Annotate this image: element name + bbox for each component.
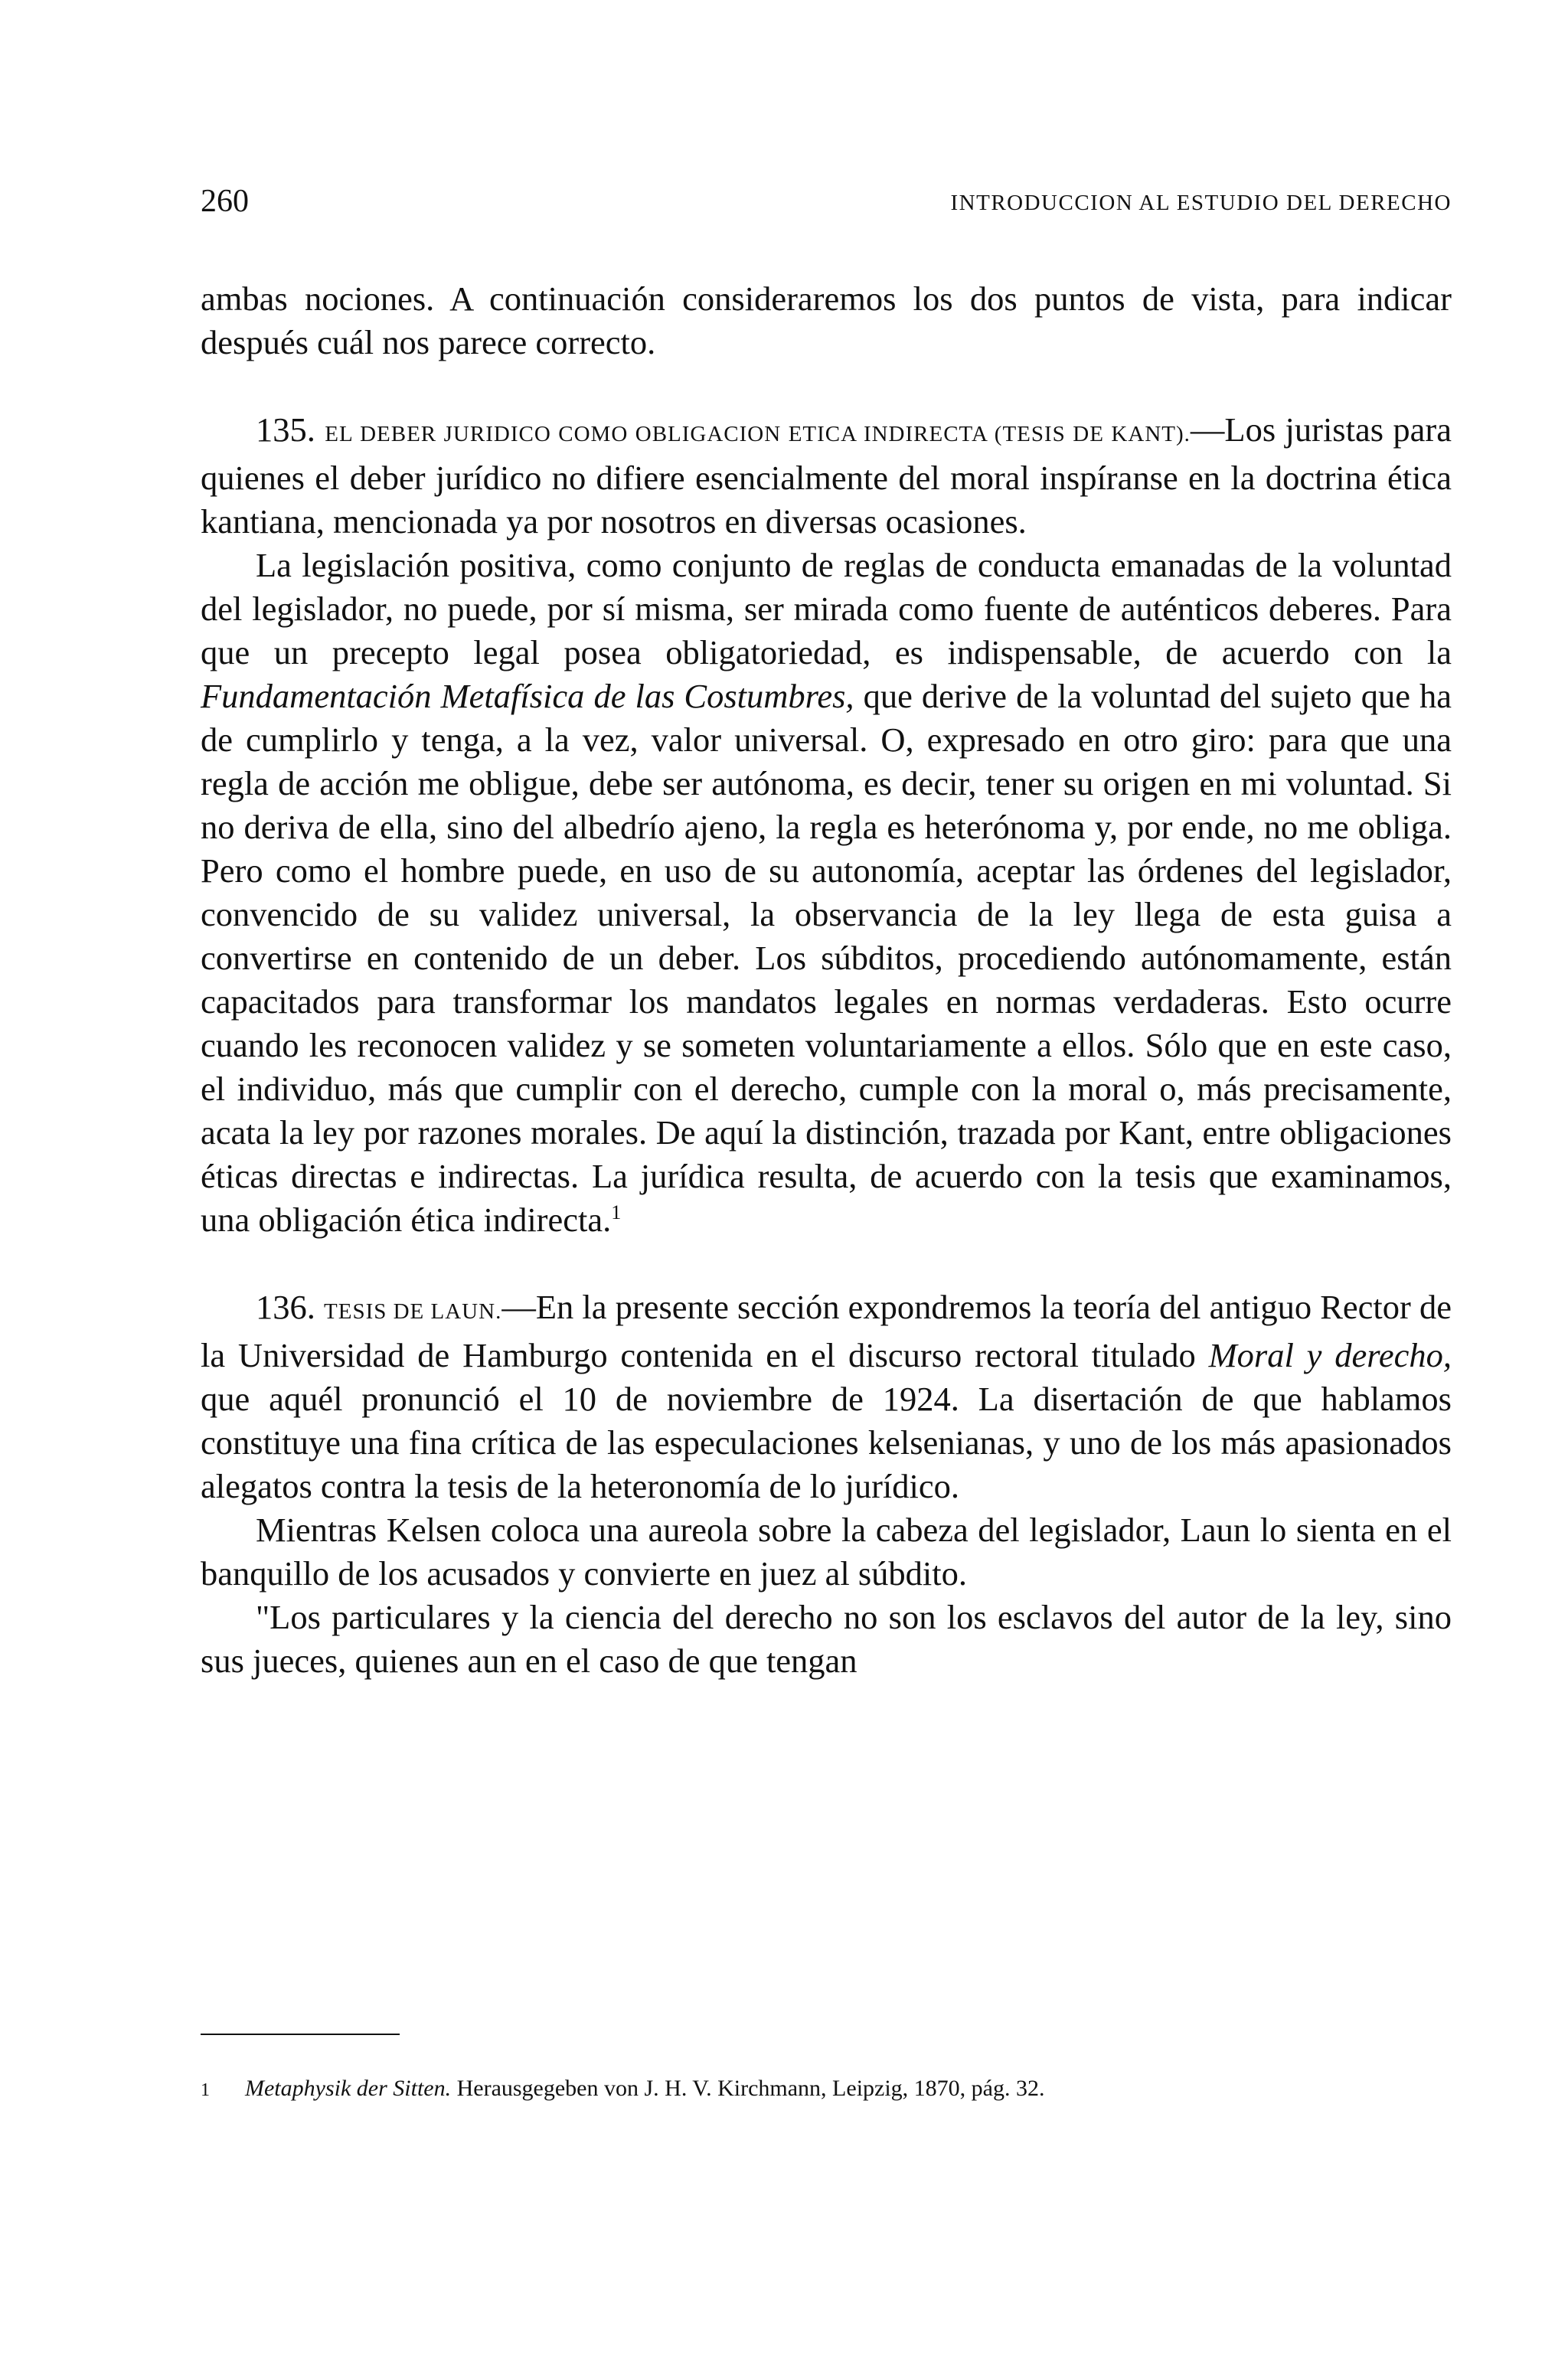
paragraph-kant: La legislación positiva, como conjunto de reglas de conducta emanadas de la voluntad del legislador, no puede, por sí misma, ser mirada como fuente de auténticos deberes. Para que un precepto legal posea obligatoriedad, es indispensable, de acuerdo con la Fundamentación Metafísica de las Costumbres, que derive de la voluntad del sujeto que ha de cumplirlo y tenga, a la vez, valor universal. O, expresado en otro giro: para que una regla de acción me obligue, debe ser autónoma, es decir, tener su origen en mi voluntad. Si no deriva de ella, sino del albedrío ajeno, la regla es heterónoma y, por ende, no me obliga. Pero como el hombre puede, en uso de su autonomía, aceptar las órdenes del legislador, convencido de su validez universal, la observancia de la ley llega de esta guisa a convertirse en contenido de un deber. Los súbditos, procediendo autónomamente, están capacitados para transformar los mandatos legales en normas verdaderas. Esto ocurre cuando les reconocen validez y se someten voluntariamente a ellos. Sólo que en este caso, el individuo, más que cumplir con el derecho, cumple con la moral o, más precisamente, acata la ley por razones morales. De aquí la distinción, trazada por Kant, entre obligaciones éticas directas e indirectas. La jurídica resulta, de acuerdo con la tesis que examinamos, una obligación ética indirecta.$^1$: [201, 546, 1452, 1239]
paragraph-continuation: ambas nociones. A continuación consideraremos los dos puntos de vista, para indicar después cuál nos parece correcto.: [201, 279, 1452, 361]
running-title: INTRODUCCION AL ESTUDIO DEL DERECHO: [950, 191, 1452, 215]
book-title-fundamentacion: Fundamentación Metafísica de las Costumbres,: [201, 677, 854, 715]
book-page: [201, 0, 1452, 2362]
footnote-reference: 1: [611, 1201, 622, 1224]
footnote-text: Herausgegeben von J. H. V. Kirchmann, Leipzig, 1870, pág. 32.: [451, 2076, 1045, 2101]
section-136: 136. TESIS DE LAUN.—En la presente sección expondremos la teoría del antiguo Rector de la Universidad de Hamburgo contenida en el discurso rectoral titulado Moral y derecho, que aquél pronunció el 10 de noviembre de 1924. La disertación de que hablamos constituye una fina crítica de las especulaciones kelsenianas, y uno de los más apasionados alegatos contra la tesis de la heteronomía de lo jurídico.: [201, 1288, 1452, 1505]
footnote: [201, 2073, 1452, 2106]
section-135-number: 135.: [256, 410, 315, 449]
body-text: [201, 277, 1452, 1683]
page-number: 260: [201, 184, 249, 219]
paragraph-quote: "Los particulares y la ciencia del derecho no son los esclavos del autor de la ley, sino sus jueces, quienes aun en el caso de que tengan: [201, 1598, 1452, 1680]
footnote-mark: 1: [201, 2080, 210, 2100]
page-header: [201, 182, 1452, 221]
footnote-rule: [201, 2034, 400, 2035]
section-136-heading: TESIS DE LAUN.: [324, 1299, 502, 1324]
section-135: [201, 408, 1452, 544]
footnote-title: Metaphysik der Sitten.: [245, 2076, 452, 2101]
section-136-number: 136.: [256, 1288, 315, 1326]
speech-title-moral-y-derecho: Moral y derecho,: [1208, 1336, 1452, 1374]
section-135-text: —Los juristas para quienes el deber jurídico no difiere esencialmente del moral inspíranse en la doctrina ética kantiana, mencionada ya por nosotros en diversas ocasiones.: [201, 410, 1452, 541]
paragraph-kelsen-laun: Mientras Kelsen coloca una aureola sobre la cabeza del legislador, Laun lo sienta en el banquillo de los acusados y convierte en juez al súbdito.: [201, 1511, 1452, 1593]
section-135-heading: EL DEBER JURIDICO COMO OBLIGACION ETICA INDIRECTA (TESIS DE KANT).: [325, 422, 1191, 446]
